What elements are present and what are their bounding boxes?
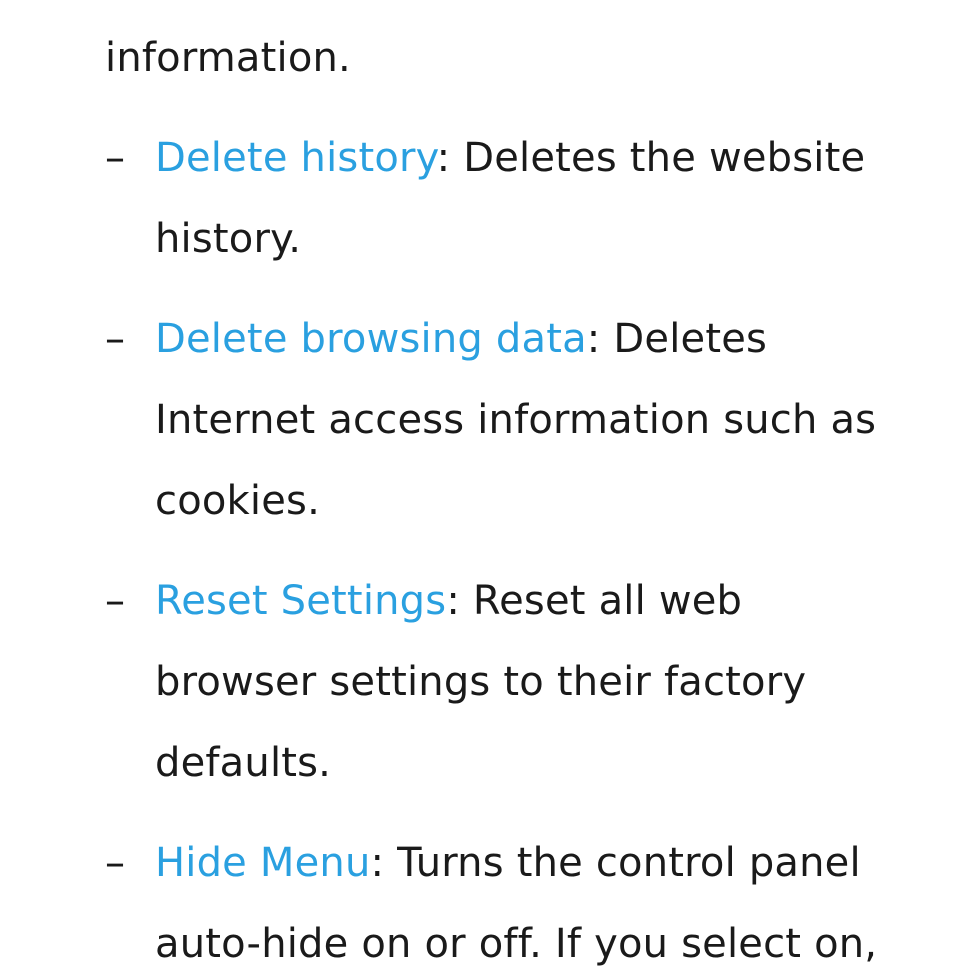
- description-line: Internet access information such as: [155, 397, 877, 443]
- description-line: browser settings to their factory: [155, 659, 807, 705]
- description-line: Deletes: [600, 316, 768, 362]
- bullet-dash: –: [105, 135, 125, 181]
- description-line: cookies.: [155, 478, 320, 524]
- bullet-dash: –: [105, 840, 125, 886]
- option-first-line: [155, 315, 767, 363]
- description-line: auto-hide on or off. If you select on,: [155, 921, 878, 967]
- term-delete-browsing-data: Delete browsing data: [155, 316, 587, 362]
- term-hide-menu: Hide Menu: [155, 840, 371, 886]
- term-separator: :: [586, 316, 601, 362]
- description-line: Turns the control panel: [384, 840, 861, 886]
- option-first-line: [155, 134, 865, 182]
- term-separator: :: [370, 840, 385, 886]
- option-first-line: [155, 577, 742, 625]
- term-reset-settings: Reset Settings: [155, 578, 447, 624]
- description-line: history.: [155, 216, 302, 262]
- bullet-dash: –: [105, 578, 125, 624]
- intro-text: information.: [105, 35, 351, 81]
- description-line: Deletes the website: [450, 135, 866, 181]
- description-line: Reset all web: [460, 578, 743, 624]
- term-delete-history: Delete history: [155, 135, 437, 181]
- term-separator: :: [446, 578, 461, 624]
- bullet-dash: –: [105, 316, 125, 362]
- description-line: defaults.: [155, 740, 332, 786]
- option-first-line: [155, 839, 861, 887]
- intro-continuation: [105, 34, 351, 82]
- term-separator: :: [436, 135, 451, 181]
